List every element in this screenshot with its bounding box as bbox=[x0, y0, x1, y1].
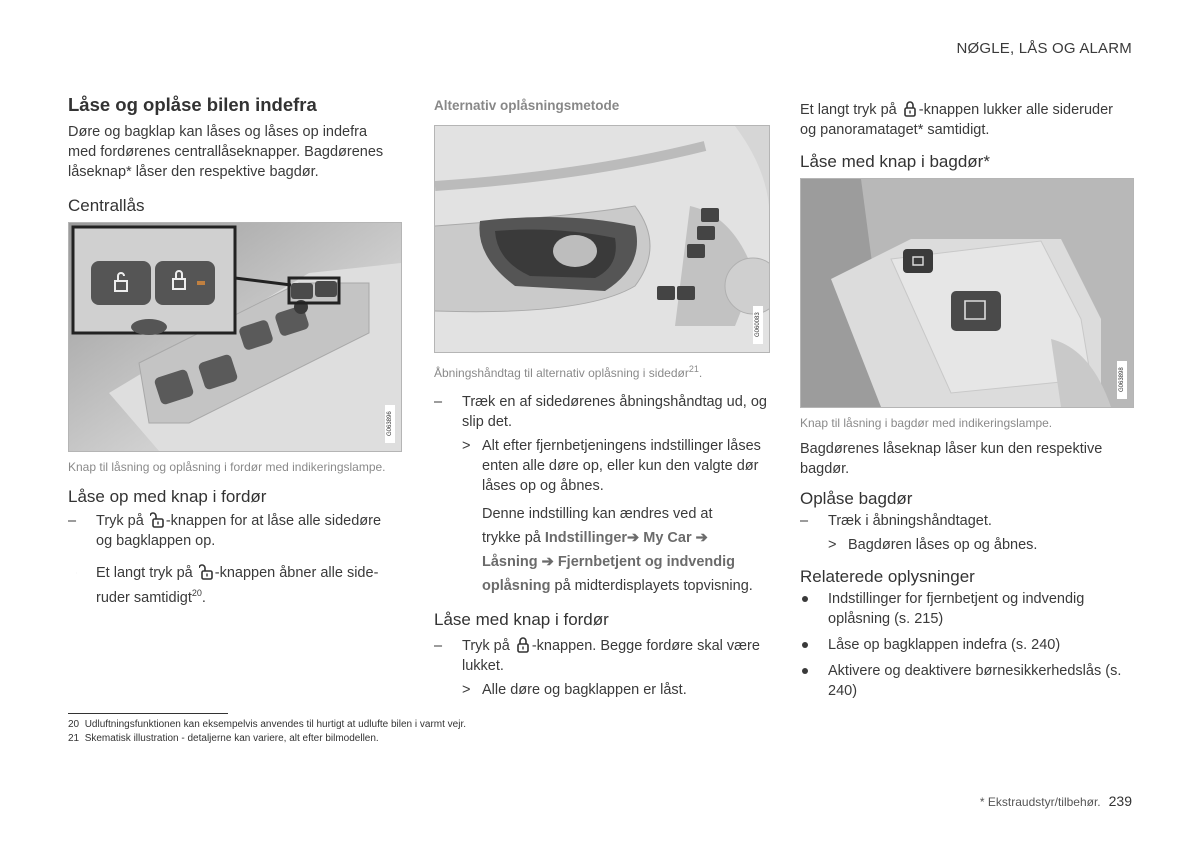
note-long-press: – – Et langt tryk på -knappen åbner alle sideruder samtidigt$^{20}$. bbox=[68, 563, 396, 608]
lock-icon bbox=[516, 637, 530, 653]
rear-switch-drawing bbox=[801, 179, 1133, 407]
footnote-21: 21 Skematisk illustration - detaljerne kan variere, alt efter bilmodellen. bbox=[68, 733, 379, 744]
column-2 bbox=[434, 98, 770, 700]
setting-path: Denne indstilling kan ændres ved at trykke på Indstillinger➔ My Car ➔ Låsning ➔ Fjernbetjent og indvendig oplåsning på midterdisplayets topvisning. bbox=[482, 506, 753, 594]
menu-my-car: My Car bbox=[643, 530, 692, 546]
running-header: NØGLE, LÅS OG ALARM bbox=[956, 40, 1132, 57]
heading-unlock-rear: Oplåse bagdør bbox=[800, 489, 913, 508]
step-lock: – Tryk på -knappen. Begge fordøre skal være lukket. bbox=[434, 636, 772, 676]
long-press-text: Et langt tryk på -knappen lukker alle sideruder og panoramataget* samtidigt. bbox=[800, 102, 1113, 138]
related-link-2[interactable]: Låse op bagklappen indefra (s. 240) bbox=[800, 635, 1136, 655]
step-unlock: – Tryk på -knappen for at låse alle sidedøre og bagklappen op. bbox=[68, 511, 396, 551]
rear-lock-text: Bagdørenes låseknap låser kun den respektive bagdør. bbox=[800, 441, 1103, 477]
heading-centrallas: Centrallås bbox=[68, 196, 145, 215]
door-handle-illustration bbox=[434, 125, 770, 353]
door-handle-drawing bbox=[435, 126, 769, 352]
menu-settings: Indstillinger bbox=[544, 530, 628, 546]
lock-icon bbox=[903, 101, 917, 117]
footnote-rule bbox=[68, 713, 228, 714]
figure-code: G060083 bbox=[753, 306, 763, 344]
column-3 bbox=[800, 100, 1136, 701]
heading-lock-rear: Låse med knap i bagdør* bbox=[800, 152, 990, 171]
step-pull-handle: – Træk en af sidedørenes åbningshåndtag ud, og slip det. bbox=[434, 392, 772, 432]
step-rear-pull: – Træk i åbningshåndtaget. bbox=[800, 511, 1136, 531]
related-link-1[interactable]: Indstillinger for fjernbetjent og indvendig oplåsning (s. 215) bbox=[800, 589, 1128, 629]
footnote-20: 20 Udluftningsfunktionen kan eksempelvis anvendes til hurtigt at udlufte bilen i varmt vejr. bbox=[68, 719, 467, 730]
figure-caption-3: Knap til låsning i bagdør med indikeringslampe. bbox=[800, 416, 1053, 430]
unlock-icon bbox=[150, 512, 164, 528]
arrow-icon: ➔ bbox=[627, 530, 640, 546]
rear-door-switch-illustration bbox=[800, 178, 1134, 408]
page-title: Låse og oplåse bilen indefra bbox=[68, 94, 317, 115]
related-link-3[interactable]: Aktivere og deaktivere børnesikkerhedslås (s. 240) bbox=[800, 661, 1128, 701]
door-switch-drawing bbox=[69, 223, 401, 451]
heading-alt-method: Alternativ oplåsningsmetode bbox=[434, 98, 620, 113]
figure-code: G063898 bbox=[1117, 361, 1127, 399]
column-1 bbox=[68, 94, 404, 608]
front-door-switch-illustration bbox=[68, 222, 402, 452]
figure-caption-2: Åbningshåndtag til alternativ oplåsning i sidedør$^{21}$. bbox=[434, 364, 703, 380]
result-rear-open: > Bagdøren låses op og åbnes. bbox=[828, 537, 1038, 553]
result-lock: > Alle døre og bagklappen er låst. bbox=[462, 682, 687, 698]
unlock-icon bbox=[199, 564, 213, 580]
page-number: 239 bbox=[1108, 793, 1132, 809]
arrow-icon: ➔ bbox=[541, 554, 554, 570]
heading-related: Relaterede oplysninger bbox=[800, 567, 975, 586]
result-unlock: > Alt efter fjernbetjeningens indstillinger låses enten alle døre op, eller kun den valgte dør låses op og åbnes. bbox=[462, 438, 761, 494]
page-footer bbox=[980, 793, 1132, 809]
menu-locking: Låsning bbox=[482, 554, 538, 570]
heading-unlock-front: Låse op med knap i fordør bbox=[68, 487, 267, 506]
menu-remote-unlock: Fjernbetjent og indvendig oplåsning bbox=[482, 554, 736, 594]
arrow-icon: ➔ bbox=[695, 530, 708, 546]
figure-caption-1: Knap til låsning og oplåsning i fordør med indikeringslampe. bbox=[68, 460, 386, 474]
heading-lock-front: Låse med knap i fordør bbox=[434, 610, 609, 629]
figure-code: G063896 bbox=[385, 405, 395, 443]
intro-text: Døre og bagklap kan låses og låses op indefra med fordørenes centrallåseknapper. Bagdørenes låseknap* låser den respektive bagdør. bbox=[68, 124, 384, 180]
optional-equipment-note: * Ekstraudstyr/tilbehør. bbox=[979, 795, 1101, 809]
